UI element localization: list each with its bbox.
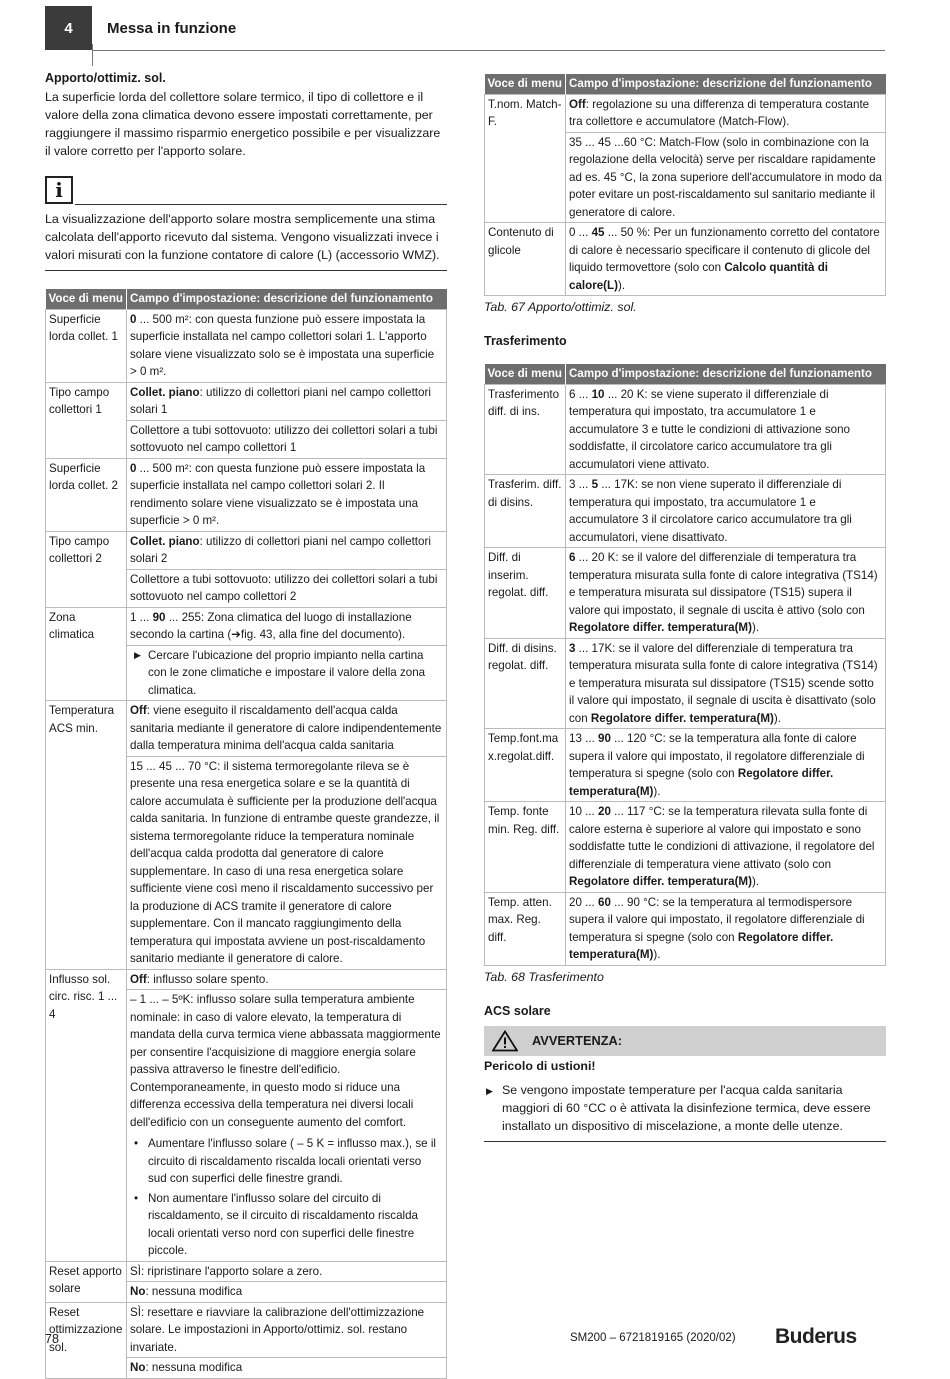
settings-table-67 xyxy=(484,74,886,296)
menu-item-cell: Temp. fonte min. Reg. diff. xyxy=(485,802,566,893)
col-header-menu: Voce di menu xyxy=(485,74,566,94)
table-row xyxy=(485,802,886,893)
table-row xyxy=(46,382,447,420)
table-row xyxy=(46,531,447,569)
table-row xyxy=(485,729,886,802)
warning-item: ▶ Se vengono impostate temperature per l'acqua calda sanitaria maggiori di 60 °CC o è attivata la disinfezione termica, deve essere installato un dispositivo di miscelazione, a monte delle utenze. xyxy=(484,1081,886,1142)
desc-cell: 0 ... 500 m²: con questa funzione può essere impostata la superficie installata nel campo collettori solari 1. L'apporto solare viene visualizzato solo se è impostata una superficie > 0 m². xyxy=(127,309,447,382)
menu-item-cell: Temperatura ACS min. xyxy=(46,701,127,970)
dot-bullet-icon: • xyxy=(134,1191,139,1205)
info-rule xyxy=(75,204,447,205)
desc-cell: 15 ... 45 ... 70 °C: il sistema termoregolante rileva se è presente una resa energetica solare e se la quantità di calore accumulata è sufficiente per la produzione dell'acqua calda sanitaria. In funzione di entrambe queste grandezze, il sistema termoregolante riduce la temperatura nominale dell'acqua calda prodotta dal generatore di calore supplementare. In caso di una resa energetica solare sufficiente viene così meno il riscaldamento successivo per la produzione di ACS tramite il generatore di calore supplementare. Con il mancato raggiungimento della temperatura qui impostata avviene un post-riscaldamento sanitario mediante il generatore di calore. xyxy=(127,756,447,969)
col-header-desc: Campo d'impostazione: descrizione del funzionamento xyxy=(127,289,447,309)
table-row xyxy=(46,1302,447,1358)
menu-item-cell: Trasferimento diff. di ins. xyxy=(485,384,566,475)
info-icon: i xyxy=(45,176,73,204)
desc-cell: 20 ... 60 ... 90 °C: se la temperatura al termodispersore supera il valore qui impostato, il regolatore differenziale di temperatura si spegne (solo con Regolatore differ. temperatura(M)). xyxy=(566,892,886,965)
warning-triangle-icon xyxy=(492,1030,518,1052)
desc-cell: 10 ... 20 ... 117 °C: se la temperatura rilevata sulla fonte di calore esterna è superiore al valore qui impostato e sono soddisfatte tutte le condizioni di attivazione, il regolatore del differenziale di temperatura viene attivato (solo con Regolatore differ. temperatura(M)). xyxy=(566,802,886,893)
desc-cell: No: nessuna modifica xyxy=(127,1358,447,1379)
dot-bullet-icon: • xyxy=(134,1137,139,1150)
page-number: 78 xyxy=(45,1332,59,1346)
table-caption-68: Tab. 68 Trasferimento xyxy=(484,969,604,984)
menu-item-cell: Temp. atten. max. Reg. diff. xyxy=(485,892,566,965)
desc-cell: 0 ... 500 m²: con questa funzione può essere impostata la superficie installata nel campo collettori solari 2. Il rendimento solare viene visualizzato se è impostata una superficie > 0 m². xyxy=(127,458,447,531)
desc-cell: ▶ Cercare l'ubicazione del proprio impianto nella cartina con le zone climatiche e impostare il valore della zona climatica. xyxy=(127,645,447,701)
table-row xyxy=(485,384,886,475)
header-rule xyxy=(92,50,885,51)
brand-logo: Buderus xyxy=(775,1325,857,1348)
table-row xyxy=(485,638,886,729)
desc-cell: No: nessuna modifica xyxy=(127,1282,447,1303)
settings-table-68 xyxy=(484,364,886,966)
menu-item-cell: Reset ottimizzazione sol. xyxy=(46,1302,127,1378)
desc-cell: 6 ... 10 ... 20 K: se viene superato il differenziale di temperatura qui impostato, tra accumulatore 1 e accumulatore 3 e tutte le condizioni di attivazione sono soddisfatte, il circolatore carico accumulatore tra gli accumulatori viene attivato. xyxy=(566,384,886,475)
intro-paragraph: La superficie lorda del collettore solare termico, il tipo di collettore e il valore della zona climatica devono essere impostati correttamente, per raggiungere il massimo risparmio energetico possibile e per visualizzare il valore corretto per l'apporto solare. xyxy=(45,90,441,158)
menu-item-cell: T.nom. Match-F. xyxy=(485,94,566,223)
table-caption-67: Tab. 67 Apporto/ottimiz. sol. xyxy=(484,300,637,314)
menu-item-cell: Diff. di disins. regolat. diff. xyxy=(485,638,566,729)
desc-cell: 13 ... 90 ... 120 °C: se la temperatura alla fonte di calore supera il valore qui impostato, il regolatore differenziale di temperatura si spegne (solo con Regolatore differ. temperatura(M)). xyxy=(566,729,886,802)
menu-item-cell: Superficie lorda collet. 1 xyxy=(46,309,127,382)
warning-banner xyxy=(484,1026,886,1056)
table-row xyxy=(46,969,447,990)
desc-cell: Off: regolazione su una differenza di temperatura costante tra collettore e accumulatore (Match-Flow). xyxy=(566,94,886,132)
desc-cell: Collettore a tubi sottovuoto: utilizzo dei collettori solari a tubi sottovuoto nel campo collettori 2 xyxy=(127,569,447,607)
desc-cell: 3 ... 5 ... 17K: se non viene superato il differenziale di temperatura qui impostato, tra accumulatore 1 e accumulatore 3 il circolatore carico accumulatore tra gli accumulatori, viene disattivato. xyxy=(566,475,886,548)
info-note xyxy=(45,176,447,271)
section-heading-apporto: Apporto/ottimiz. sol. xyxy=(45,71,166,85)
menu-item-cell: Diff. di inserim. regolat. diff. xyxy=(485,548,566,639)
desc-cell: 0 ... 45 ... 50 %: Per un funzionamento corretto del contatore di calore è necessario specificare il contenuto di glicole del liquido termovettore (solo con Calcolo quantità di calore(L)). xyxy=(566,223,886,296)
table-header-row xyxy=(46,289,447,309)
desc-cell: 35 ... 45 ...60 °C: Match-Flow (solo in combinazione con la regolazione della velocità) serve per riscaldare rapidamente ad es. 45 °C, la zona superiore dell'accumulatore in modo da poter evitare un post-riscaldamento sul sanitario mediante il generatore di calore. xyxy=(566,132,886,223)
menu-item-cell: Temp.font.max.regolat.diff. xyxy=(485,729,566,802)
section-heading-trasferimento: Trasferimento xyxy=(484,334,567,348)
menu-item-cell: Trasferim. diff. di disins. xyxy=(485,475,566,548)
left-column xyxy=(45,70,447,1379)
table-row xyxy=(485,94,886,132)
col-header-menu: Voce di menu xyxy=(485,364,566,384)
desc-cell: Off: influsso solare spento. xyxy=(127,969,447,990)
table-row xyxy=(485,223,886,296)
document-id: SM200 – 6721819165 (2020/02) xyxy=(570,1332,736,1344)
table-row xyxy=(46,458,447,531)
info-text: La visualizzazione dell'apporto solare mostra semplicemente una stima calcolata dell'apporto ricevuto dal sistema. Vengono visualizzati invece i valori misurati con la funzione contatore di calore (L) (accessorio WMZ). xyxy=(45,210,447,271)
table-header-row xyxy=(485,364,886,384)
triangle-bullet-icon: ▶ xyxy=(134,649,141,660)
desc-cell: Collettore a tubi sottovuoto: utilizzo dei collettori solari a tubi sottovuoto nel campo collettori 1 xyxy=(127,420,447,458)
menu-item-cell: Tipo campo collettori 2 xyxy=(46,531,127,607)
triangle-bullet-icon: ▶ xyxy=(486,1085,493,1096)
table-row xyxy=(485,892,886,965)
chapter-title: Messa in funzione xyxy=(107,20,237,37)
desc-cell: Collet. piano: utilizzo di collettori piani nel campo collettori solari 1 xyxy=(127,382,447,420)
chapter-number: 4 xyxy=(45,6,92,50)
header-tick xyxy=(92,44,93,66)
desc-cell: 1 ... 90 ... 255: Zona climatica del luogo di installazione secondo la cartina (➔fig. 43, alla fine del documento). xyxy=(127,607,447,645)
section-heading-acs: ACS solare xyxy=(484,1003,551,1018)
right-column xyxy=(484,74,886,1142)
desc-cell: Collet. piano: utilizzo di collettori piani nel campo collettori solari 2 xyxy=(127,531,447,569)
desc-cell: – 1 ... – 5ºK: influsso solare sulla temperatura ambiente nominale: in caso di valore elevato, la temperatura di mandata della curva termica viene abbassata maggiormente per consentire l'acquisizione di maggiore energia solare passiva attraverso le finestre dell'edificio. Contemporaneamente, in questo modo si riduce una differenza eccessiva della temperatura nei diversi locali dell'edificio con un conseguente aumento del comfort. • Aumentare l'influsso solare ( – 5 K = influsso max.), se il circuito di riscaldamento riscalda locali orientati verso sud con superfici delle finestre grandi. • Non aumentare l'influsso solare del circuito di riscaldamento, se il circuito di riscaldamento riscalda locali orientati verso nord con superfici delle finestre piccole. xyxy=(127,990,447,1262)
warning-subtitle: Pericolo di ustioni! xyxy=(484,1058,596,1073)
col-header-desc: Campo d'impostazione: descrizione del funzionamento xyxy=(566,364,886,384)
menu-item-cell: Reset apporto solare xyxy=(46,1261,127,1302)
menu-item-cell: Superficie lorda collet. 2 xyxy=(46,458,127,531)
menu-item-cell: Tipo campo collettori 1 xyxy=(46,382,127,458)
table-row xyxy=(46,701,447,757)
desc-cell: SÌ: resettare e riavviare la calibrazione dell'ottimizzazione solare. Le impostazioni in Apporto/ottimiz. sol. restano invariate. xyxy=(127,1302,447,1358)
table-row xyxy=(46,309,447,382)
warning-label: AVVERTENZA: xyxy=(532,1033,623,1048)
menu-item-cell: Contenuto di glicole xyxy=(485,223,566,296)
table-row xyxy=(46,607,447,645)
col-header-menu: Voce di menu xyxy=(46,289,127,309)
menu-item-cell: Influsso sol. circ. risc. 1 ... 4 xyxy=(46,969,127,1261)
settings-table-apporto xyxy=(45,289,447,1379)
table-row xyxy=(485,475,886,548)
desc-cell: 3 ... 17K: se il valore del differenziale di temperatura tra temperatura misurata sulla fonte di calore integrativa (TS14) e temperatura misurata sul dissipatore (TS15) scende sotto il valore qui impostato, il segnale di uscita è disattivato (solo con Regolatore differ. temperatura(M)). xyxy=(566,638,886,729)
menu-item-cell: Zona climatica xyxy=(46,607,127,701)
table-header-row xyxy=(485,74,886,94)
col-header-desc: Campo d'impostazione: descrizione del funzionamento xyxy=(566,74,886,94)
desc-cell: Off: viene eseguito il riscaldamento dell'acqua calda sanitaria mediante il generatore di calore indipendentemente dalla temperatura minima dell'acqua calda sanitaria xyxy=(127,701,447,757)
table-row xyxy=(46,1261,447,1282)
desc-cell: 6 ... 20 K: se il valore del differenziale di temperatura tra temperatura misurata sulla fonte di calore integrativa (TS14) e temperatura misurata sul dissipatore (TS15) supera il valore qui impostato, il segnale di uscita è attivo (solo con Regolatore differ. temperatura(M)). xyxy=(566,548,886,639)
desc-cell: SÌ: ripristinare l'apporto solare a zero. xyxy=(127,1261,447,1282)
table-row xyxy=(485,548,886,639)
